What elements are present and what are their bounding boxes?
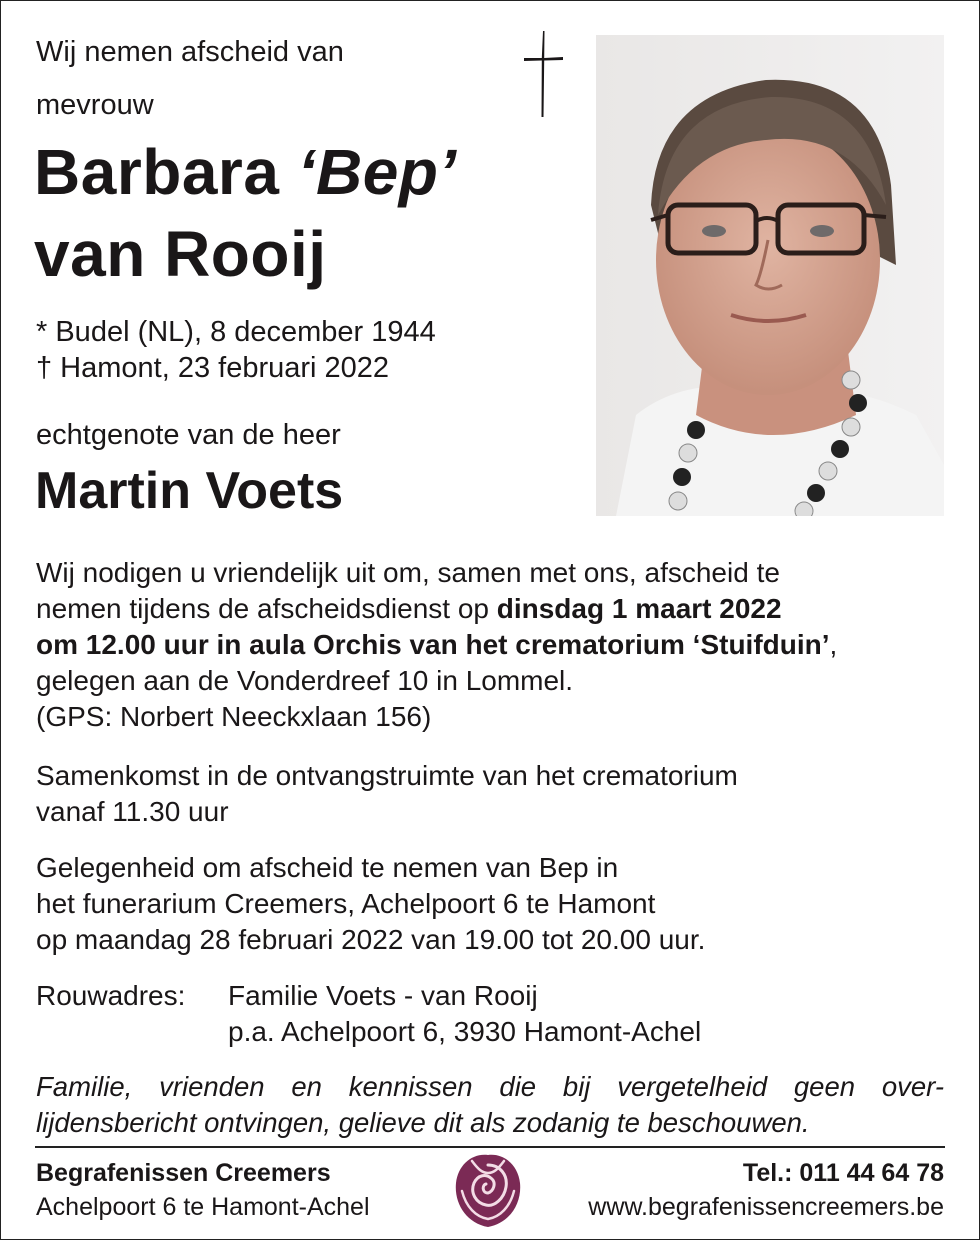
service-date: dinsdag 1 maart 2022 — [496, 593, 782, 624]
death-info: † Hamont, 23 februari 2022 — [36, 352, 390, 384]
invitation-line-4: gelegen aan de Vonderdreef 10 in Lommel. — [36, 665, 574, 696]
funeral-company-address: Achelpoort 6 te Hamont-Achel — [36, 1193, 370, 1221]
service-time-location: om 12.00 uur in aula Orchis van het crematorium ‘Stuifduin’ — [36, 629, 830, 660]
website-link[interactable]: www.begrafenissencreemers.be — [588, 1193, 944, 1221]
deceased-name-line-1 — [34, 136, 457, 208]
notice-text: Familie, vrienden en kennissen die bij vergetelheid geen over-lijdensbericht ontvingen, gelieve dit als zodanig te beschouwen. — [36, 1071, 944, 1138]
portrait-photo — [596, 35, 944, 516]
deceased-name-line-2: van Rooij — [34, 218, 327, 290]
funeral-company-name: Begrafenissen Creemers — [36, 1159, 331, 1187]
phone-number: Tel.: 011 44 64 78 — [742, 1159, 944, 1187]
invitation-line-3-comma: , — [829, 629, 838, 660]
viewing-line-2: het funerarium Creemers, Achelpoort 6 te Hamont — [36, 888, 656, 919]
spouse-label: echtgenote van de heer — [36, 419, 341, 451]
nickname: ‘Bep’ — [297, 136, 457, 208]
gathering-line-1: Samenkomst in de ontvangstruimte van het crematorium — [36, 760, 738, 791]
intro-line-2: mevrouw — [36, 89, 154, 121]
invitation-line-3 — [36, 627, 837, 663]
first-name: Barbara — [34, 136, 298, 208]
invitation-gps: (GPS: Norbert Neeckxlaan 156) — [36, 701, 432, 732]
invitation-line-2 — [36, 591, 782, 627]
invitation-line-2-text: nemen tijdens de afscheidsdienst op — [36, 593, 497, 624]
viewing-line-1: Gelegenheid om afscheid te nemen van Bep in — [36, 852, 619, 883]
footer-divider — [35, 1146, 945, 1148]
address-line-2: p.a. Achelpoort 6, 3930 Hamont-Achel — [228, 1016, 702, 1047]
gathering-line-2: vanaf 11.30 uur — [36, 796, 229, 827]
cross-icon — [522, 30, 566, 118]
birth-info: * Budel (NL), 8 december 1944 — [36, 316, 436, 348]
viewing-line-3: op maandag 28 februari 2022 van 19.00 tot 20.00 uur. — [36, 924, 706, 955]
spouse-name: Martin Voets — [35, 462, 344, 520]
intro-line-1: Wij nemen afscheid van — [36, 36, 344, 68]
rose-logo-icon — [452, 1151, 524, 1231]
address-line-1: Familie Voets - van Rooij — [228, 980, 538, 1011]
invitation-line-1: Wij nodigen u vriendelijk uit om, samen met ons, afscheid te — [36, 557, 780, 588]
address-label: Rouwadres: — [36, 980, 186, 1011]
